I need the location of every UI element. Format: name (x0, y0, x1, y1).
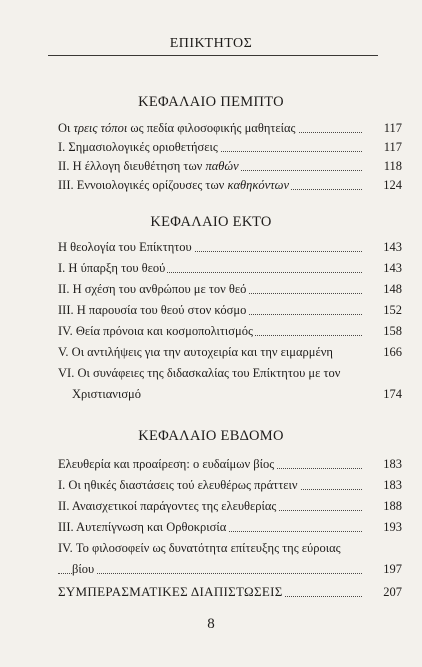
page-ref: 118 (383, 159, 402, 173)
running-head: ΕΠΙΚΤΗΤΟΣ (169, 36, 253, 51)
page-ref: 183 (383, 457, 402, 471)
toc-entry[interactable]: ΙΙ. Η σχέση του ανθρώπου με τον θεό 148 (58, 279, 402, 299)
toc-entry[interactable]: IV. Θεία πρόνοια και κοσμοπολιτισμός 158 (58, 321, 402, 341)
toc-entry[interactable]: Ι. Σημασιολογικές οριοθετήσεις 117 (58, 137, 402, 157)
page-ref: 188 (383, 499, 402, 513)
toc-entry[interactable]: ΙΙ. Αναισχετικοί παράγοντες της ελευθερίας 188 (58, 496, 402, 516)
toc-entry[interactable]: V. Οι αντιλήψεις για την αυτοχειρία και την ειμαρμένη 166 (58, 342, 402, 362)
page-number: 8 (207, 616, 215, 632)
page-ref: 193 (383, 520, 402, 534)
toc-entry[interactable]: Η θεολογία του Επίκτητου 143 (58, 237, 402, 257)
chapter-title: ΚΕΦΑΛΑΙΟ ΕΚΤΟ (150, 214, 272, 230)
toc-entry-continuation[interactable]: βίου 197 (58, 559, 402, 579)
page-ref: 197 (383, 562, 402, 576)
toc-entry-conclusions[interactable]: ΣΥΜΠΕΡΑΣΜΑΤΙΚΕΣ ΔΙΑΠΙΣΤΩΣΕΙΣ 207 (58, 582, 402, 602)
chapter-title: ΚΕΦΑΛΑΙΟ ΕΒΔΟΜΟ (138, 428, 284, 444)
toc-entry[interactable]: Ελευθερία και προαίρεση: ο ευδαίμων βίος 183 (58, 454, 402, 474)
page-ref: 148 (383, 282, 402, 296)
toc-entry[interactable]: IV. Το φιλοσοφείν ως δυνατότητα επίτευξης της εύροιας (58, 538, 402, 558)
chapter-title: ΚΕΦΑΛΑΙΟ ΠΕΜΠΤΟ (138, 94, 284, 110)
toc-entry[interactable]: ΙΙΙ. Η παρουσία του θεού στον κόσμο 152 (58, 300, 402, 320)
toc-entry[interactable]: Ι. Η ύπαρξη του θεού 143 (58, 258, 402, 278)
toc-entry[interactable]: ΙΙ. Η έλλογη διευθέτηση των παθών 118 (58, 156, 402, 176)
toc-entry-continuation[interactable]: Χριστιανισμό 174 (58, 384, 402, 404)
toc-entry[interactable]: Οι τρεις τόποι ως πεδία φιλοσοφικής μαθητείας 117 (58, 118, 402, 138)
toc-entry[interactable]: Ι. Οι ηθικές διαστάσεις τού ελευθέρως πράττειν 183 (58, 475, 402, 495)
dot-leader (58, 573, 362, 574)
page-ref: 124 (383, 178, 402, 192)
toc-entry[interactable]: VI. Οι συνάφειες της διδασκαλίας του Επίκτητου με τον (58, 363, 402, 383)
page-ref: 117 (383, 140, 402, 154)
page-ref: 152 (383, 303, 402, 317)
header-rule (48, 55, 378, 56)
page-ref: 174 (383, 387, 402, 401)
page-ref: 183 (383, 478, 402, 492)
page-ref: 158 (383, 324, 402, 338)
page-ref: 117 (383, 121, 402, 135)
page-ref: 143 (383, 240, 402, 254)
toc-entry[interactable]: ΙΙΙ. Αυτεπίγνωση και Ορθοκρισία 193 (58, 517, 402, 537)
page-ref: 143 (383, 261, 402, 275)
page-ref: 207 (383, 585, 402, 599)
toc-entry[interactable]: ΙΙΙ. Εννοιολογικές ορίζουσες των καθηκόντων 124 (58, 175, 402, 195)
page-ref: 166 (383, 345, 402, 359)
